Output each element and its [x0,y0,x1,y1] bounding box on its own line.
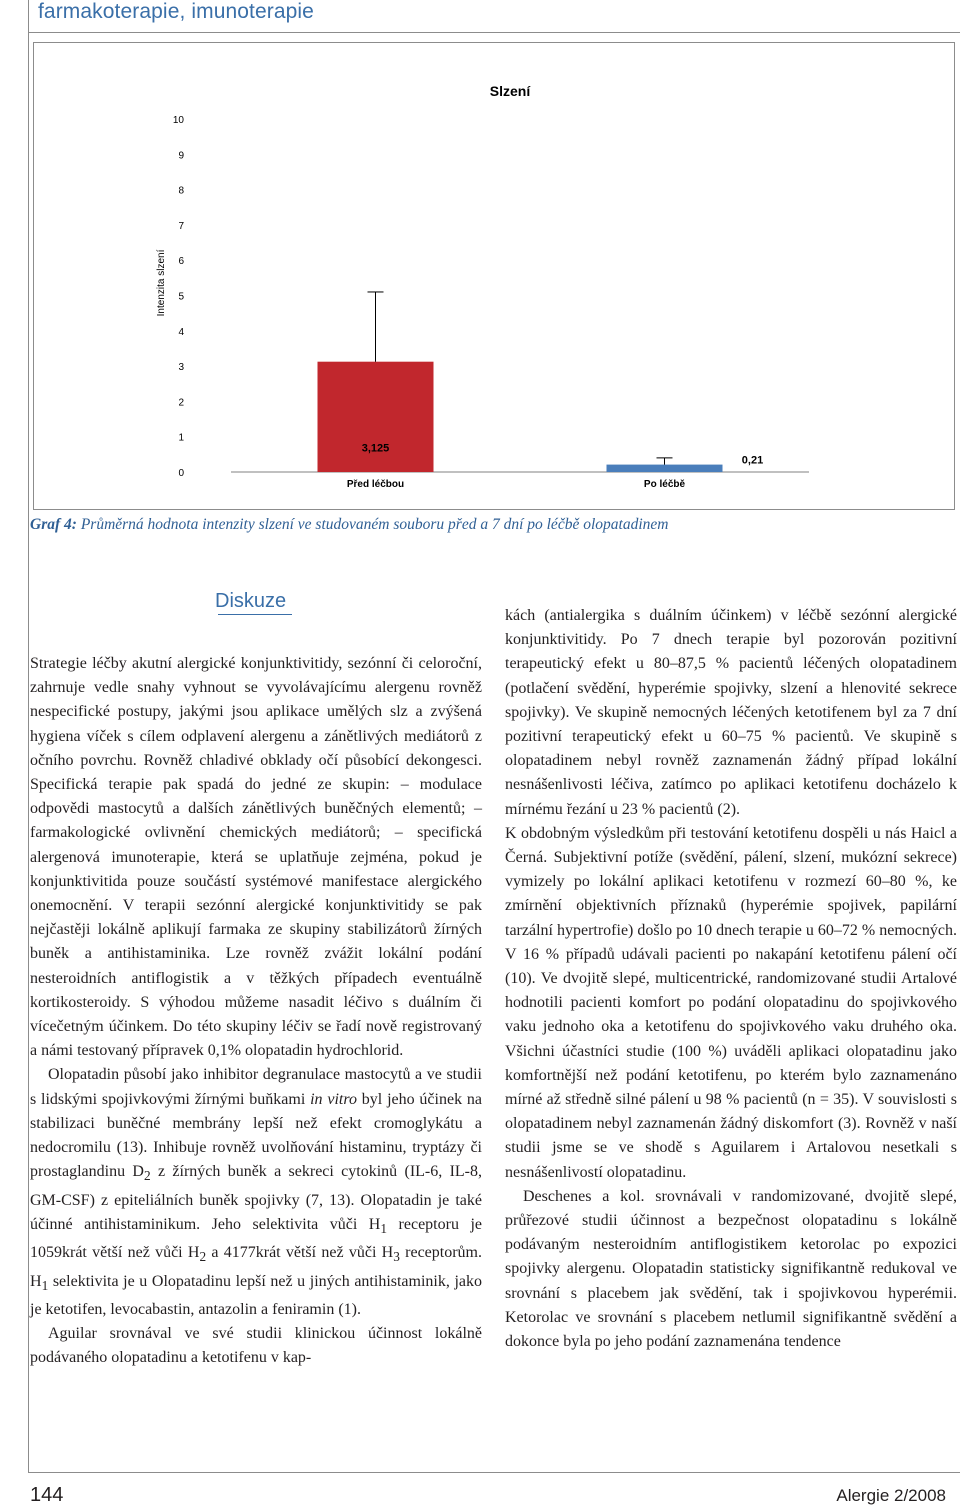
y-tick-label: 6 [178,256,184,268]
caption-text: Průměrná hodnota intenzity slzení ve studovaném souboru před a 7 dní po léčbě olopatadinem [76,516,669,533]
paragraph: Olopatadin působí jako inhibitor degranulace mastocytů a ve studii s lidskými spojivkovými žírnými buňkami in vitro byl jeho účinek na stabilizaci buněčné membrány lepší než efekt cromoglykátu a nedocromilu (13). Inhibuje rovněž uvolňování histaminu, tryptázy či prostaglandinu $D_2$ z žírných buněk a sekreci cytokinů (IL-6, IL-8, GM-CSF) z epiteliálních buněk spojivky (7, 13). Olopatadin je také účinné antihistaminikum. Jeho selektivita vůči $H_1$ receptoru je 1059krát větší než vůči $H_2$ a 4177krát větší než vůči $H_3$ receptorům. $H_1$ selektivita je u Olopatadinu lepší než u jiných antihistaminik, jako je ketotifen, levocabastin, antazolin a feniramin (1). [30,1066,483,1319]
y-tick-label: 7 [178,220,184,232]
heading-underline [218,614,292,615]
footer-rule [28,1472,960,1473]
y-tick-label: 8 [178,185,184,197]
y-tick-label: 4 [178,326,184,338]
y-tick-label: 3 [178,362,184,374]
y-tick-label: 5 [178,291,184,303]
bar [607,465,723,472]
figure-caption [30,516,930,534]
section-title: farmakoterapie, imunoterapie [38,0,314,23]
y-axis-label: Intenzita slzení [156,249,167,317]
paragraph: Deschenes a kol. srovnávali v randomizované, dvojitě slepé, průřezové studii účinnost a bezpečnost olopatadinu s lokálně podávaným nesteroidním antiflogistikem ketorolac po expozici spojivky alergenu. Olopatadin statisticky signifikantně redukoval ve srovnání s placebem jak svědění, tak i spojivkovou hyperémii. Ketorolac ve srovnání s placebem netlumil signifikantně svědění a dokonce byla po jeho podání zaznamenána tendence [505,1187,957,1351]
y-tick-label: 2 [178,397,184,409]
y-tick-label: 1 [178,432,184,444]
paragraph: K obdobným výsledkům při testování ketotifenu dospěli u nás Haicl a Černá. Subjektivní potíže (svědění, pálení, slzení, mukózní sekrece) vymizely po lokální aplikaci ketotifenu v rozmezí 60–80 %, ke zmírnění objektivních příznaků (hyperémie spojivek, papilární tarzální hypertrofie) došlo po 10 dnech terapie u 60–72 % nemocných. V 16 % případů udávali pacienti po nakapání ketotifenu pálení očí (10). Ve dvojitě slepé, multicentrické, randomizované studii Artalové hodnotili pacienti komfort po podání olopatadinu do spojivkového vaku jednoho oka a ketotifenu do spojivkového vaku druhého oka. Všichni účastníci studie (100 %) uváděli aplikaci olopatadinu jako komfortnější než podání ketotifenu, po kterém bylo zaznamenáno mírné až středně silné pálení u 98 % pacientů (n = 35). V souvislosti s olopatadinem nebyl zaznamenán žádný diskomfort (3). Rovněž v naší studii jsme se ve shodě s Aguilarem i Artalovou nesetkali s nesnášenlivostí olopatadinu. [505,824,957,1181]
bar-chart [34,43,954,509]
journal-name: Alergie 2/2008 [836,1486,946,1505]
caption-label: Graf 4: [30,516,77,533]
x-tick-label: Po léčbě [643,479,686,490]
section-heading-discussion: Diskuze [215,590,287,612]
data-label: 0,21 [741,454,764,467]
y-tick-label: 0 [178,468,184,479]
left-margin-rule [28,0,29,1472]
y-tick-label: 10 [172,115,184,126]
page-number: 144 [30,1484,64,1506]
x-tick-label: Před léčbou [346,479,405,490]
chart-title: Slzení [489,83,531,99]
chart-frame [33,42,955,510]
paragraph: Strategie léčby akutní alergické konjunktivitidy, sezónní či celoroční, zahrnuje vedle snahy vyhnout se vyvolávajícímu alergenu rovněž nespecifické postupy, jakými jsou aplikace umělých slz a zvýšená hygiena víček s cílem odplavení alergenu a zánětlivých mediátorů z očního povrchu. Rovněž chladivé obklady očí působící dekongesci. Specifická terapie pak spadá do jedné ze skupin: – modulace odpovědi mastocytů a dalších zánětlivých buněčných elementů; – farmakologické ovlivnění chemických mediátorů; – specifická alergenová imunoterapie, která se uplatňuje zejména, pokud je konjunktivitida pouze součástí systémové manifestace alergického onemocnění. V terapii sezónní alergické konjunktivitidy se pak nejčastěji lokálně aplikují farmaka ze skupiny stabilizátorů žírných buněk a antihistaminika. Lze rovněž zvážit lokální podání nesteroidních antiflogistik a v těžkých případech eventuálně kortikosteroidy. S výhodou můžeme nasadit léčivo s duálním či vícečetným účinkem. Do této skupiny léčiv se řadí nově registrovaný a námi testovaný přípravek 0,1% olopatadin hydrochlorid. [30,655,482,1060]
text-column-right [505,604,957,1354]
bar [318,362,434,472]
text-column-left [30,652,482,1371]
header-rule [28,32,960,33]
paragraph: Aguilar srovnával ve své studii klinickou účinnost lokálně podávaného olopatadinu a ketotifenu v kap- [30,1325,482,1367]
data-label: 3,125 [361,442,390,455]
paragraph: kách (antialergika s duálním účinkem) v léčbě sezónní alergické konjunktivitidy. Po 7 dnech terapie byl pozorován pozitivní terapeutický efekt u 80–87,5 % pacientů léčených olopatadinem (potlačení svědění, hyperémie spojivky, slzení a hlenovité sekrece spojivky). Ve skupině nemocných léčených ketotifenem byl za 7 dní pozitivní terapeutický efekt u 60–75 % pacientů. Ve skupině s olopatadinem nebyl rovněž zaznamenán žádný případ lokální nesnášenlivosti léčiva, zatímco po aplikaci ketotifenu docházelo k mírnému řezání u 23 % pacientů (2). [505,607,957,818]
y-tick-label: 9 [178,150,184,162]
